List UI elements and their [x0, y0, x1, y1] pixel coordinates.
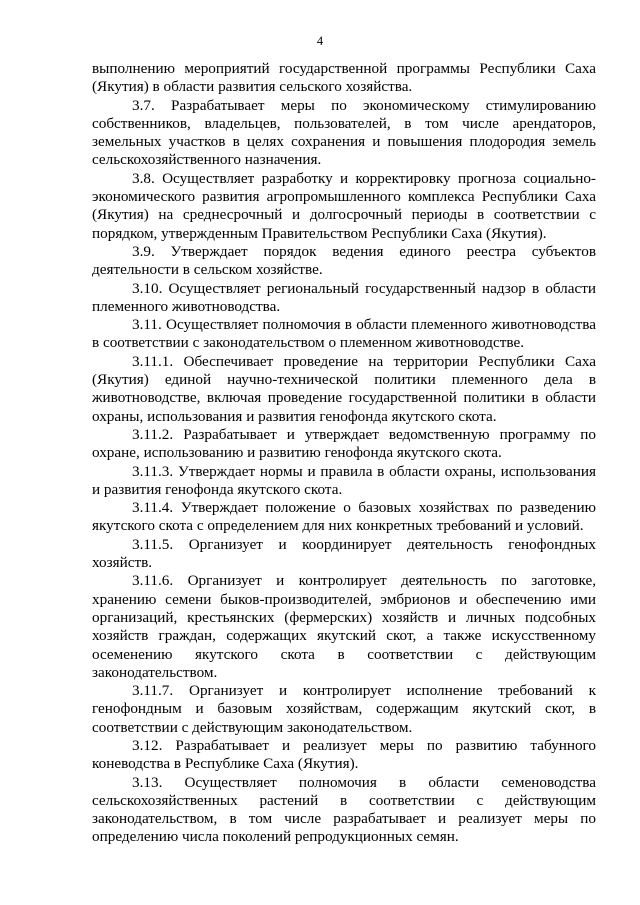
paragraph-3-11-5: 3.11.5. Организует и координирует деятельность генофондных хозяйств. — [92, 535, 596, 572]
paragraph-3-8: 3.8. Осуществляет разработку и корректировку прогноза социально-экономического развития агропромышленного комплекса Республики Саха (Якутия) на среднесрочный и долгосрочный периоды в соответствии с порядком, утвержденным Правительством Республики Саха (Якутия). — [92, 169, 596, 242]
paragraph-3-13: 3.13. Осуществляет полномочия в области семеноводства сельскохозяйственных растений в соответствии с действующим законодательством, в том числе разрабатывает и реализует меры по определению числа поколений репродукционных семян. — [92, 773, 596, 846]
paragraph-3-12: 3.12. Разрабатывает и реализует меры по развитию табунного коневодства в Республике Саха (Якутия). — [92, 736, 596, 773]
paragraph-3-10: 3.10. Осуществляет региональный государственный надзор в области племенного животноводства. — [92, 279, 596, 315]
paragraph-3-11-4: 3.11.4. Утверждает положение о базовых хозяйствах по разведению якутского скота с определением для них конкретных требований и условий. — [92, 499, 596, 535]
paragraph-continuation: выполнению мероприятий государственной программы Республики Саха (Якутия) в области развития сельского хозяйства. — [92, 60, 596, 96]
page-number: 4 — [316, 34, 324, 48]
paragraph-3-11-1: 3.11.1. Обеспечивает проведение на территории Республики Саха (Якутия) единой научно-технической политики племенного дела в животноводстве, включая проведение государственной политики в области охраны, использования и развития генофонда якутского скота. — [92, 352, 596, 425]
paragraph-3-11-3: 3.11.3. Утверждает нормы и правила в области охраны, использования и развития генофонда якутского скота. — [92, 462, 596, 498]
paragraph-3-11-6: 3.11.6. Организует и контролирует деятельность по заготовке, хранению семени быков-производителей, эмбрионов и обеспечению ими организаций, крестьянских (фермерских) хозяйств и личных подсобных хозяйств граждан, содержащих якутский скот, а также искусственному осеменению якутского скота в соответствии с действующим законодательством. — [92, 572, 596, 681]
paragraph-3-11: 3.11. Осуществляет полномочия в области племенного животноводства в соответствии с законодательством о племенном животноводстве. — [92, 316, 596, 352]
document-body — [92, 60, 596, 847]
paragraph-3-9: 3.9. Утверждает порядок ведения единого реестра субъектов деятельности в сельском хозяйстве. — [92, 242, 596, 279]
paragraph-3-7: 3.7. Разрабатывает меры по экономическому стимулированию собственников, владельцев, пользователей, в том числе арендаторов, земельных участков в целях сохранения и повышения плодородия земель сельскохозяйственного назначения. — [92, 96, 596, 169]
paragraph-3-11-7: 3.11.7. Организует и контролирует исполнение требований к генофондным и базовым хозяйствам, содержащим якутский скот, в соответствии с действующим законодательством. — [92, 682, 596, 736]
paragraph-3-11-2: 3.11.2. Разрабатывает и утверждает ведомственную программу по охране, использованию и развитию генофонда якутского скота. — [92, 425, 596, 462]
